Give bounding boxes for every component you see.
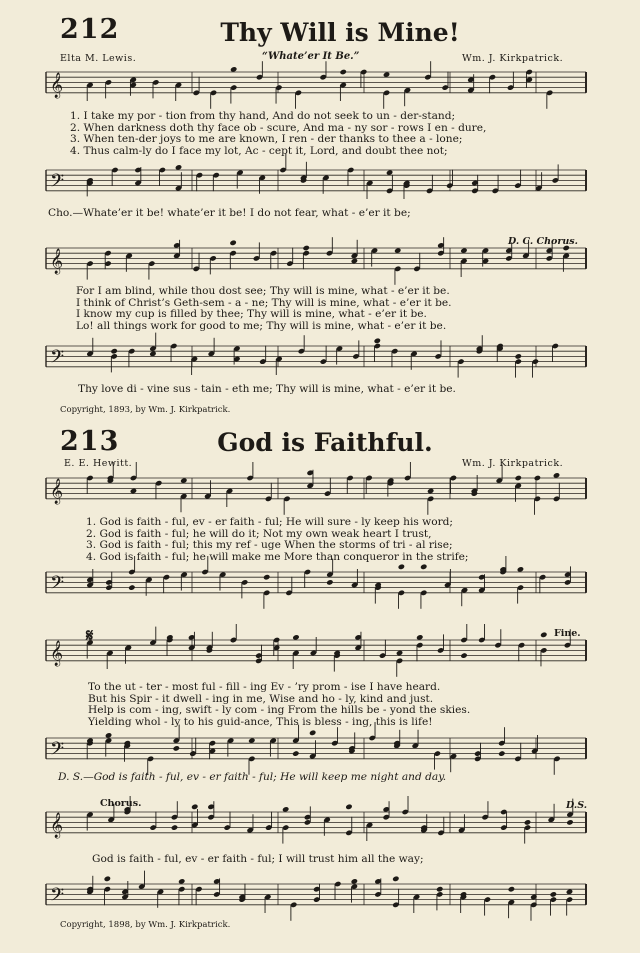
verse-line: Yielding whol - ly to his guid-ance, This is bless - ing, this is life! bbox=[88, 715, 433, 728]
hymn-number: 213 bbox=[60, 426, 120, 457]
composer-credit: Wm. J. Kirkpatrick. bbox=[462, 53, 564, 64]
svg-text:𝄢: 𝄢 bbox=[50, 884, 65, 910]
verse-line: I think of Christ’s Geth-sem - a - ne; Thy will is mine, what - e’er it be. bbox=[76, 296, 452, 309]
verse-line: 2. When darkness doth thy face ob - scure, And ma - ny sor - rows I en - dure, bbox=[70, 121, 487, 134]
verse-line: 2. God is faith - ful; he will do it; Not my own weak heart I trust, bbox=[86, 527, 432, 540]
ds-line: D. S.—God is faith - ful, ev - er faith - ful; He will keep me night and day. bbox=[58, 771, 447, 783]
lyricist-credit: Elta M. Lewis. bbox=[60, 53, 137, 64]
hymn-number: 212 bbox=[60, 14, 120, 45]
hymn-subtitle: “Whate’er It Be.” bbox=[262, 51, 360, 62]
lyricist-credit: E. E. Hewitt. bbox=[64, 458, 133, 469]
verse-line: 1. I take my por - tion from thy hand, And do not seek to un - der-stand; bbox=[70, 110, 456, 122]
svg-text:𝄢: 𝄢 bbox=[50, 572, 65, 598]
verse-block-a bbox=[86, 517, 469, 563]
composer-credit: Wm. J. Kirkpatrick. bbox=[462, 458, 564, 469]
copyright: Copyright, 1898, by Wm. J. Kirkpatrick. bbox=[60, 920, 231, 930]
verse-line: 3. God is faith - ful; this my ref - uge When the storms of tri - al rise; bbox=[86, 539, 453, 551]
copyright: Copyright, 1893, by Wm. J. Kirkpatrick. bbox=[60, 405, 231, 415]
ds-label: D.S. bbox=[566, 800, 588, 811]
verse-block-b bbox=[88, 682, 470, 728]
verse-line: Help is com - ing, swift - ly com - ing From the hills be - yond the skies. bbox=[88, 704, 471, 716]
svg-text:𝄢: 𝄢 bbox=[50, 170, 65, 196]
verse-block-a bbox=[70, 111, 486, 157]
verse-line: 4. God is faith - ful; he will make me More than conqueror in the strife; bbox=[86, 550, 469, 563]
svg-text:𝄢: 𝄢 bbox=[50, 738, 65, 764]
verse-line: To the ut - ter - most ful - fill - ing Ev - ’ry prom - ise I have heard. bbox=[88, 681, 441, 693]
chorus-line: Cho.—Whate’er it be! whate’er it be! I do not fear, what - e’er it be; bbox=[48, 207, 411, 219]
verse-line: 4. Thus calm-ly do I face my lot, Ac - cept it, Lord, and doubt thee not; bbox=[70, 144, 448, 157]
chorus-text: God is faith - ful, ev - er faith - ful; I will trust him all the way; bbox=[92, 853, 424, 865]
verse-line: Lo! all things work for good to me; Thy will is mine, what - e’er it be. bbox=[76, 319, 447, 332]
verse-line: 3. When ten-der joys to me are known, I ren - der thanks to thee a - lone; bbox=[70, 133, 463, 145]
svg-text:𝄞: 𝄞 bbox=[50, 478, 64, 504]
dc-chorus-label: D. C. Chorus. bbox=[508, 236, 578, 247]
hymn-title: God is Faithful. bbox=[217, 428, 433, 457]
verse-line: 1. God is faith - ful, ev - er faith - ful; He will sure - ly keep his word; bbox=[86, 516, 454, 528]
svg-text:𝄞: 𝄞 bbox=[50, 812, 64, 838]
hymn-title: Thy Will is Mine! bbox=[220, 18, 460, 47]
verse-line: But his Spir - it dwell - ing in me, Wise and ho - ly, kind and just. bbox=[88, 692, 434, 705]
svg-text:𝄞: 𝄞 bbox=[50, 248, 64, 274]
svg-text:𝄞: 𝄞 bbox=[50, 640, 64, 666]
svg-text:𝄞: 𝄞 bbox=[50, 72, 64, 98]
verse-line: For I am blind, while thou dost see; Thy will is mine, what - e’er it be. bbox=[76, 285, 450, 297]
segno-sign: 𝄋 bbox=[86, 626, 94, 646]
verse-block-b bbox=[76, 286, 452, 332]
chorus-end-line: Thy love di - vine sus - tain - eth me; Thy will is mine, what - e’er it be. bbox=[78, 383, 456, 395]
verse-line: I know my cup is filled by thee; Thy will is mine, what - e’er it be. bbox=[76, 308, 427, 320]
chorus-label: Chorus. bbox=[100, 798, 142, 809]
fine-label: Fine. bbox=[554, 628, 581, 639]
svg-text:𝄢: 𝄢 bbox=[50, 346, 65, 372]
